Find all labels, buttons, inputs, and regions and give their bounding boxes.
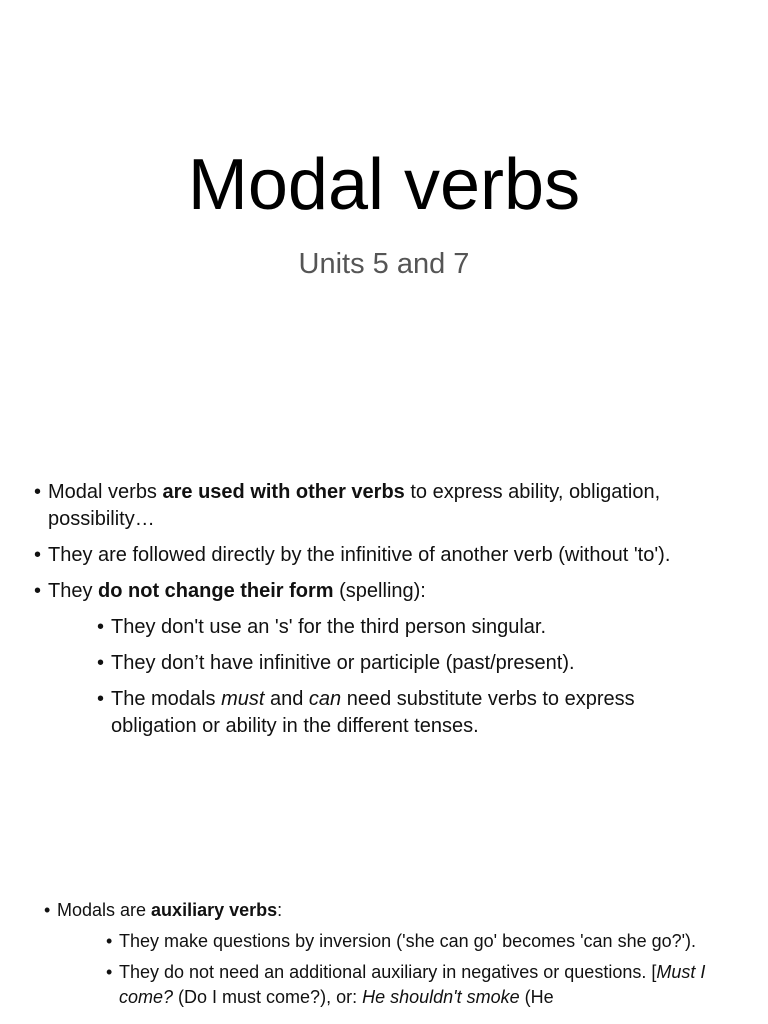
- bullet-text: need substitute verbs to express obligation or ability in the different tenses.: [111, 688, 635, 737]
- bold-phrase: auxiliary verbs: [151, 900, 278, 920]
- italic-word: must: [221, 688, 265, 710]
- bullet-text: They don't use an 's' for the third person singular.: [111, 616, 547, 638]
- sub-bullet-no-infinitive-participle: [0, 650, 768, 677]
- bullet-text: and: [264, 688, 309, 710]
- bullet-text: (He: [519, 987, 554, 1007]
- slide-subtitle: Units 5 and 7: [298, 248, 470, 280]
- bullet-followed-by-infinitive: [0, 542, 768, 569]
- bold-phrase: do not change their form: [98, 580, 334, 602]
- bullet-text: They make questions by inversion ('she can go' becomes 'can she go?').: [119, 931, 697, 951]
- bullet-text: (spelling):: [333, 580, 426, 602]
- slide-title: Modal verbs: [187, 145, 581, 225]
- bullet-auxiliary-verbs: [0, 898, 768, 923]
- auxiliary-verbs-bullet-list: [0, 898, 768, 1016]
- bullet-text: They: [48, 580, 99, 602]
- bullet-text: They don’t have infinitive or participle (past/present).: [111, 652, 575, 674]
- bold-phrase: are used with other verbs: [162, 481, 405, 503]
- bullet-text: :: [277, 900, 283, 920]
- bullet-text: The modals: [111, 688, 222, 710]
- sub-bullet-no-s-third-person: [0, 614, 768, 641]
- italic-example: Must I come?: [119, 962, 706, 1007]
- bullet-text: They are followed directly by the infinitive of another verb (without 'to').: [48, 544, 671, 566]
- sub-bullet-questions-by-inversion: [0, 929, 768, 954]
- bullet-text: (Do I must come?), or:: [173, 987, 363, 1007]
- bullet-do-not-change-form: [0, 578, 768, 605]
- modal-verbs-bullet-list: [0, 479, 768, 749]
- bullet-text: They do not need an additional auxiliary in negatives or questions. [: [119, 962, 657, 982]
- bullet-used-with-other-verbs: [0, 479, 768, 533]
- italic-word: can: [308, 688, 342, 710]
- bullet-text: to express ability, obligation, possibility…: [48, 481, 661, 530]
- italic-example: He shouldn't smoke: [362, 987, 520, 1007]
- bullet-text: Modals are: [57, 900, 152, 920]
- sub-bullet-substitute-verbs: [0, 686, 768, 740]
- bullet-text: Modal verbs: [48, 481, 163, 503]
- sub-bullet-no-additional-auxiliary: [0, 960, 768, 1010]
